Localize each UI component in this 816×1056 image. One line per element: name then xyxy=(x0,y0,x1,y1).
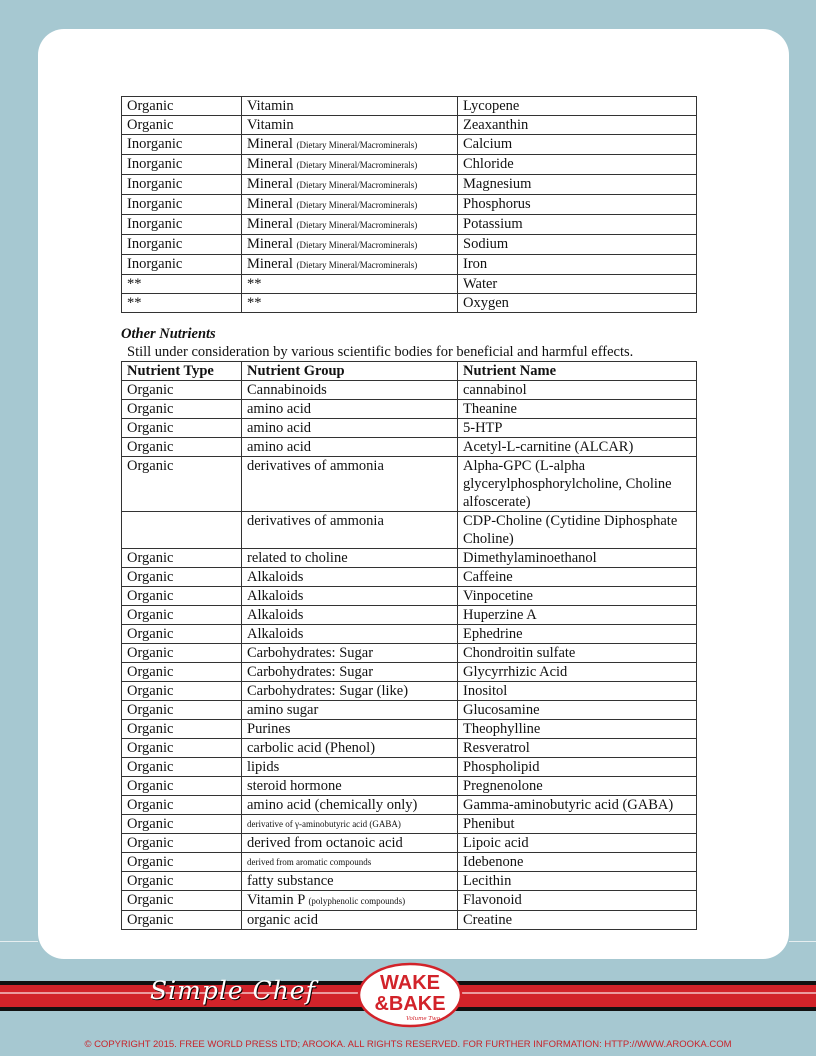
table-row xyxy=(122,97,697,116)
nutrient-group-cell xyxy=(242,777,458,796)
table-header-row xyxy=(122,362,697,381)
nutrient-name-cell: Dimethylaminoethanol xyxy=(458,549,697,568)
nutrient-name-cell: Lecithin xyxy=(458,872,697,891)
nutrient-group-cell xyxy=(242,796,458,815)
nutrient-group-note: (Dietary Mineral/Macrominerals) xyxy=(296,220,418,230)
nutrient-name-cell: Flavonoid xyxy=(458,891,697,911)
nutrient-type-cell: Organic xyxy=(122,872,242,891)
nutrient-group-cell xyxy=(242,381,458,400)
nutrient-name-cell: Idebenone xyxy=(458,853,697,872)
nutrient-group-cell xyxy=(242,815,458,834)
nutrient-type-cell: Organic xyxy=(122,625,242,644)
nutrient-name-cell: Inositol xyxy=(458,682,697,701)
nutrient-name-cell: Iron xyxy=(458,255,697,275)
table-row xyxy=(122,235,697,255)
nutrient-group-text: Cannabinoids xyxy=(247,382,327,398)
nutrient-group-cell xyxy=(242,195,458,215)
nutrient-type-cell: Organic xyxy=(122,701,242,720)
nutrient-name-cell: cannabinol xyxy=(458,381,697,400)
nutrient-group-cell xyxy=(242,663,458,682)
nutrient-group-text: related to choline xyxy=(247,550,348,566)
table-row xyxy=(122,663,697,682)
table-row xyxy=(122,549,697,568)
nutrient-name-cell: Sodium xyxy=(458,235,697,255)
nutrient-group-text: amino acid xyxy=(247,439,312,455)
nutrient-name-cell: Lipoic acid xyxy=(458,834,697,853)
nutrient-name-cell: Phospholipid xyxy=(458,758,697,777)
nutrient-group-text: Mineral xyxy=(247,216,293,232)
table-row xyxy=(122,438,697,457)
nutrient-group-cell xyxy=(242,175,458,195)
nutrient-group-cell xyxy=(242,891,458,911)
nutrient-group-text: Mineral xyxy=(247,196,293,212)
nutrient-type-cell: Organic xyxy=(122,587,242,606)
nutrient-type-cell: Inorganic xyxy=(122,195,242,215)
nutrient-group-note: (Dietary Mineral/Macrominerals) xyxy=(296,200,418,210)
nutrient-name-cell: Acetyl-L-carnitine (ALCAR) xyxy=(458,438,697,457)
nutrient-group-cell xyxy=(242,872,458,891)
nutrient-group-text: Carbohydrates: Sugar xyxy=(247,664,374,680)
nutrient-type-cell: Organic xyxy=(122,549,242,568)
nutrient-group-text: derivative of γ-aminobutyric acid (GABA) xyxy=(247,819,401,829)
table-row xyxy=(122,419,697,438)
nutrient-group-text: amino sugar xyxy=(247,702,319,718)
nutrient-name-cell: Theophylline xyxy=(458,720,697,739)
nutrient-group-text: Mineral xyxy=(247,176,293,192)
nutrient-group-cell xyxy=(242,438,458,457)
nutrient-type-cell: Organic xyxy=(122,381,242,400)
nutrient-group-text: derived from aromatic compounds xyxy=(247,857,372,867)
nutrient-name-cell: Chondroitin sulfate xyxy=(458,644,697,663)
nutrient-group-cell xyxy=(242,294,458,313)
table-row xyxy=(122,911,697,930)
nutrient-type-cell: Organic xyxy=(122,796,242,815)
nutrient-group-text: Vitamin P xyxy=(247,892,305,908)
nutrient-type-cell: Organic xyxy=(122,777,242,796)
nutrient-group-cell xyxy=(242,512,458,549)
nutrient-group-note: (Dietary Mineral/Macrominerals) xyxy=(296,240,418,250)
header-nutrient-name: Nutrient Name xyxy=(458,362,697,381)
logo-line-2: &BAKE xyxy=(374,993,446,1015)
nutrient-group-text: ** xyxy=(247,276,262,292)
nutrient-type-cell: Organic xyxy=(122,419,242,438)
nutrient-group-cell xyxy=(242,97,458,116)
nutrient-group-note: (Dietary Mineral/Macrominerals) xyxy=(296,160,418,170)
table-row xyxy=(122,777,697,796)
nutrient-type-cell: Inorganic xyxy=(122,255,242,275)
nutrient-type-cell: Organic xyxy=(122,438,242,457)
nutrient-name-cell: Glycyrrhizic Acid xyxy=(458,663,697,682)
nutrient-group-cell xyxy=(242,625,458,644)
header-nutrient-type: Nutrient Type xyxy=(122,362,242,381)
page-rule-left xyxy=(0,941,38,942)
table-row xyxy=(122,457,697,512)
nutrient-name-cell: 5-HTP xyxy=(458,419,697,438)
table-row xyxy=(122,739,697,758)
nutrient-group-text: Vitamin xyxy=(247,98,294,114)
table-row xyxy=(122,891,697,911)
nutrient-group-text: steroid hormone xyxy=(247,778,342,794)
table-row xyxy=(122,215,697,235)
table-row xyxy=(122,606,697,625)
nutrient-name-cell: Theanine xyxy=(458,400,697,419)
nutrient-group-text: ** xyxy=(247,295,262,311)
nutrient-group-cell xyxy=(242,606,458,625)
nutrient-type-cell: Inorganic xyxy=(122,235,242,255)
nutrient-group-text: Purines xyxy=(247,721,291,737)
table-row xyxy=(122,853,697,872)
table-row xyxy=(122,512,697,549)
nutrient-group-cell xyxy=(242,419,458,438)
nutrient-type-cell xyxy=(122,512,242,549)
copyright-notice: © COPYRIGHT 2015. FREE WORLD PRESS LTD; AROOKA. ALL RIGHTS RESERVED. FOR FURTHER INFORMATION: HTTP://WWW.AROOKA.COM xyxy=(84,1039,732,1050)
page-rule-right xyxy=(789,941,816,942)
wake-and-bake-logo xyxy=(357,962,463,1028)
nutrient-type-cell: Organic xyxy=(122,457,242,512)
nutrient-type-cell: Organic xyxy=(122,97,242,116)
nutrient-name-cell: CDP-Choline (Cytidine Diphosphate Choline) xyxy=(458,512,697,549)
nutrient-type-cell: Organic xyxy=(122,834,242,853)
nutrient-type-cell: ** xyxy=(122,294,242,313)
nutrient-name-cell: Ephedrine xyxy=(458,625,697,644)
nutrient-group-text: Carbohydrates: Sugar xyxy=(247,645,374,661)
nutrient-group-cell xyxy=(242,116,458,135)
nutrient-group-cell xyxy=(242,587,458,606)
nutrient-name-cell: Phenibut xyxy=(458,815,697,834)
table-row xyxy=(122,275,697,294)
nutrient-group-text: Carbohydrates: Sugar (like) xyxy=(247,683,409,699)
nutrient-group-cell xyxy=(242,549,458,568)
nutrient-group-text: carbolic acid (Phenol) xyxy=(247,740,376,756)
section-description: Still under consideration by various scientific bodies for beneficial and harmful effects. xyxy=(127,344,634,360)
table-row xyxy=(122,587,697,606)
nutrient-type-cell: Organic xyxy=(122,758,242,777)
nutrient-group-text: fatty substance xyxy=(247,873,334,889)
header-nutrient-group: Nutrient Group xyxy=(242,362,458,381)
nutrient-name-cell: Water xyxy=(458,275,697,294)
nutrient-name-cell: Chloride xyxy=(458,155,697,175)
nutrient-type-cell: ** xyxy=(122,275,242,294)
nutrient-group-text: Alkaloids xyxy=(247,569,304,585)
nutrient-group-cell xyxy=(242,215,458,235)
nutrient-group-note: (Dietary Mineral/Macrominerals) xyxy=(296,180,418,190)
table-row xyxy=(122,682,697,701)
nutrient-group-cell xyxy=(242,644,458,663)
nutrient-group-text: Mineral xyxy=(247,236,293,252)
nutrient-type-cell: Organic xyxy=(122,606,242,625)
other-nutrients-table-body xyxy=(122,381,697,930)
nutrient-group-cell xyxy=(242,853,458,872)
nutrient-type-cell: Organic xyxy=(122,853,242,872)
nutrient-type-cell: Organic xyxy=(122,891,242,911)
nutrient-group-cell xyxy=(242,400,458,419)
nutrient-group-cell xyxy=(242,720,458,739)
nutrient-type-cell: Inorganic xyxy=(122,155,242,175)
table-row xyxy=(122,701,697,720)
nutrient-group-text: Mineral xyxy=(247,156,293,172)
nutrient-group-text: amino acid xyxy=(247,420,312,436)
table-row xyxy=(122,758,697,777)
nutrient-group-cell xyxy=(242,568,458,587)
nutrient-group-cell xyxy=(242,758,458,777)
nutrient-group-note: (Dietary Mineral/Macrominerals) xyxy=(296,260,418,270)
nutrient-group-cell xyxy=(242,911,458,930)
nutrient-group-note: (polyphenolic compounds) xyxy=(308,896,406,906)
nutrient-group-cell xyxy=(242,457,458,512)
nutrient-group-cell xyxy=(242,739,458,758)
nutrient-group-text: Alkaloids xyxy=(247,626,304,642)
nutrient-group-text: Alkaloids xyxy=(247,588,304,604)
nutrient-name-cell: Phosphorus xyxy=(458,195,697,215)
nutrient-name-cell: Glucosamine xyxy=(458,701,697,720)
table-row xyxy=(122,116,697,135)
nutrient-type-cell: Organic xyxy=(122,815,242,834)
nutrient-group-cell xyxy=(242,275,458,294)
table-row xyxy=(122,568,697,587)
nutrient-type-cell: Organic xyxy=(122,682,242,701)
table-row xyxy=(122,255,697,275)
nutrient-name-cell: Gamma-aminobutyric acid (GABA) xyxy=(458,796,697,815)
nutrient-name-cell: Magnesium xyxy=(458,175,697,195)
nutrient-name-cell: Oxygen xyxy=(458,294,697,313)
nutrient-name-cell: Creatine xyxy=(458,911,697,930)
table-row xyxy=(122,720,697,739)
nutrient-name-cell: Resveratrol xyxy=(458,739,697,758)
nutrient-group-cell xyxy=(242,135,458,155)
minerals-table xyxy=(121,96,697,313)
nutrient-type-cell: Organic xyxy=(122,739,242,758)
nutrient-name-cell: Vinpocetine xyxy=(458,587,697,606)
table-row xyxy=(122,834,697,853)
nutrient-group-text: Vitamin xyxy=(247,117,294,133)
nutrient-group-text: derivatives of ammonia xyxy=(247,458,384,474)
nutrient-type-cell: Organic xyxy=(122,720,242,739)
other-nutrients-table xyxy=(121,361,697,930)
nutrient-name-cell: Zeaxanthin xyxy=(458,116,697,135)
table-row xyxy=(122,872,697,891)
brand-simple-chef: Simple Chef xyxy=(150,976,316,1005)
minerals-table-body xyxy=(122,97,697,313)
nutrient-group-text: amino acid xyxy=(247,401,312,417)
nutrient-name-cell: Pregnenolone xyxy=(458,777,697,796)
nutrient-name-cell: Huperzine A xyxy=(458,606,697,625)
nutrient-type-cell: Inorganic xyxy=(122,135,242,155)
nutrient-type-cell: Organic xyxy=(122,911,242,930)
nutrient-name-cell: Potassium xyxy=(458,215,697,235)
nutrient-group-cell xyxy=(242,834,458,853)
table-row xyxy=(122,625,697,644)
table-row xyxy=(122,175,697,195)
nutrient-group-text: Mineral xyxy=(247,136,293,152)
nutrient-name-cell: Lycopene xyxy=(458,97,697,116)
nutrient-type-cell: Organic xyxy=(122,644,242,663)
nutrient-group-text: Mineral xyxy=(247,256,293,272)
nutrient-type-cell: Inorganic xyxy=(122,175,242,195)
section-title: Other Nutrients xyxy=(121,326,216,342)
table-row xyxy=(122,155,697,175)
nutrient-group-cell xyxy=(242,255,458,275)
table-row xyxy=(122,381,697,400)
nutrient-group-cell xyxy=(242,682,458,701)
nutrient-type-cell: Inorganic xyxy=(122,215,242,235)
logo-line-1: WAKE xyxy=(380,972,440,994)
table-row xyxy=(122,815,697,834)
nutrient-name-cell: Caffeine xyxy=(458,568,697,587)
nutrient-type-cell: Organic xyxy=(122,663,242,682)
nutrient-group-text: derivatives of ammonia xyxy=(247,513,384,529)
nutrient-group-cell xyxy=(242,701,458,720)
nutrient-group-text: amino acid (chemically only) xyxy=(247,797,418,813)
nutrient-group-cell xyxy=(242,235,458,255)
nutrient-type-cell: Organic xyxy=(122,116,242,135)
nutrient-group-text: lipids xyxy=(247,759,280,775)
nutrient-name-cell: Alpha-GPC (L-alpha glycerylphosphorylcholine, Choline alfoscerate) xyxy=(458,457,697,512)
nutrient-group-text: Alkaloids xyxy=(247,607,304,623)
table-row xyxy=(122,195,697,215)
table-row xyxy=(122,135,697,155)
nutrient-name-cell: Calcium xyxy=(458,135,697,155)
nutrient-type-cell: Organic xyxy=(122,400,242,419)
table-row xyxy=(122,796,697,815)
nutrient-group-note: (Dietary Mineral/Macrominerals) xyxy=(296,140,418,150)
table-row xyxy=(122,400,697,419)
table-row xyxy=(122,644,697,663)
nutrient-group-cell xyxy=(242,155,458,175)
nutrient-group-text: derived from octanoic acid xyxy=(247,835,403,851)
logo-line-3: Volume Two xyxy=(406,1016,440,1022)
table-row xyxy=(122,294,697,313)
nutrient-group-text: organic acid xyxy=(247,912,318,928)
nutrient-type-cell: Organic xyxy=(122,568,242,587)
